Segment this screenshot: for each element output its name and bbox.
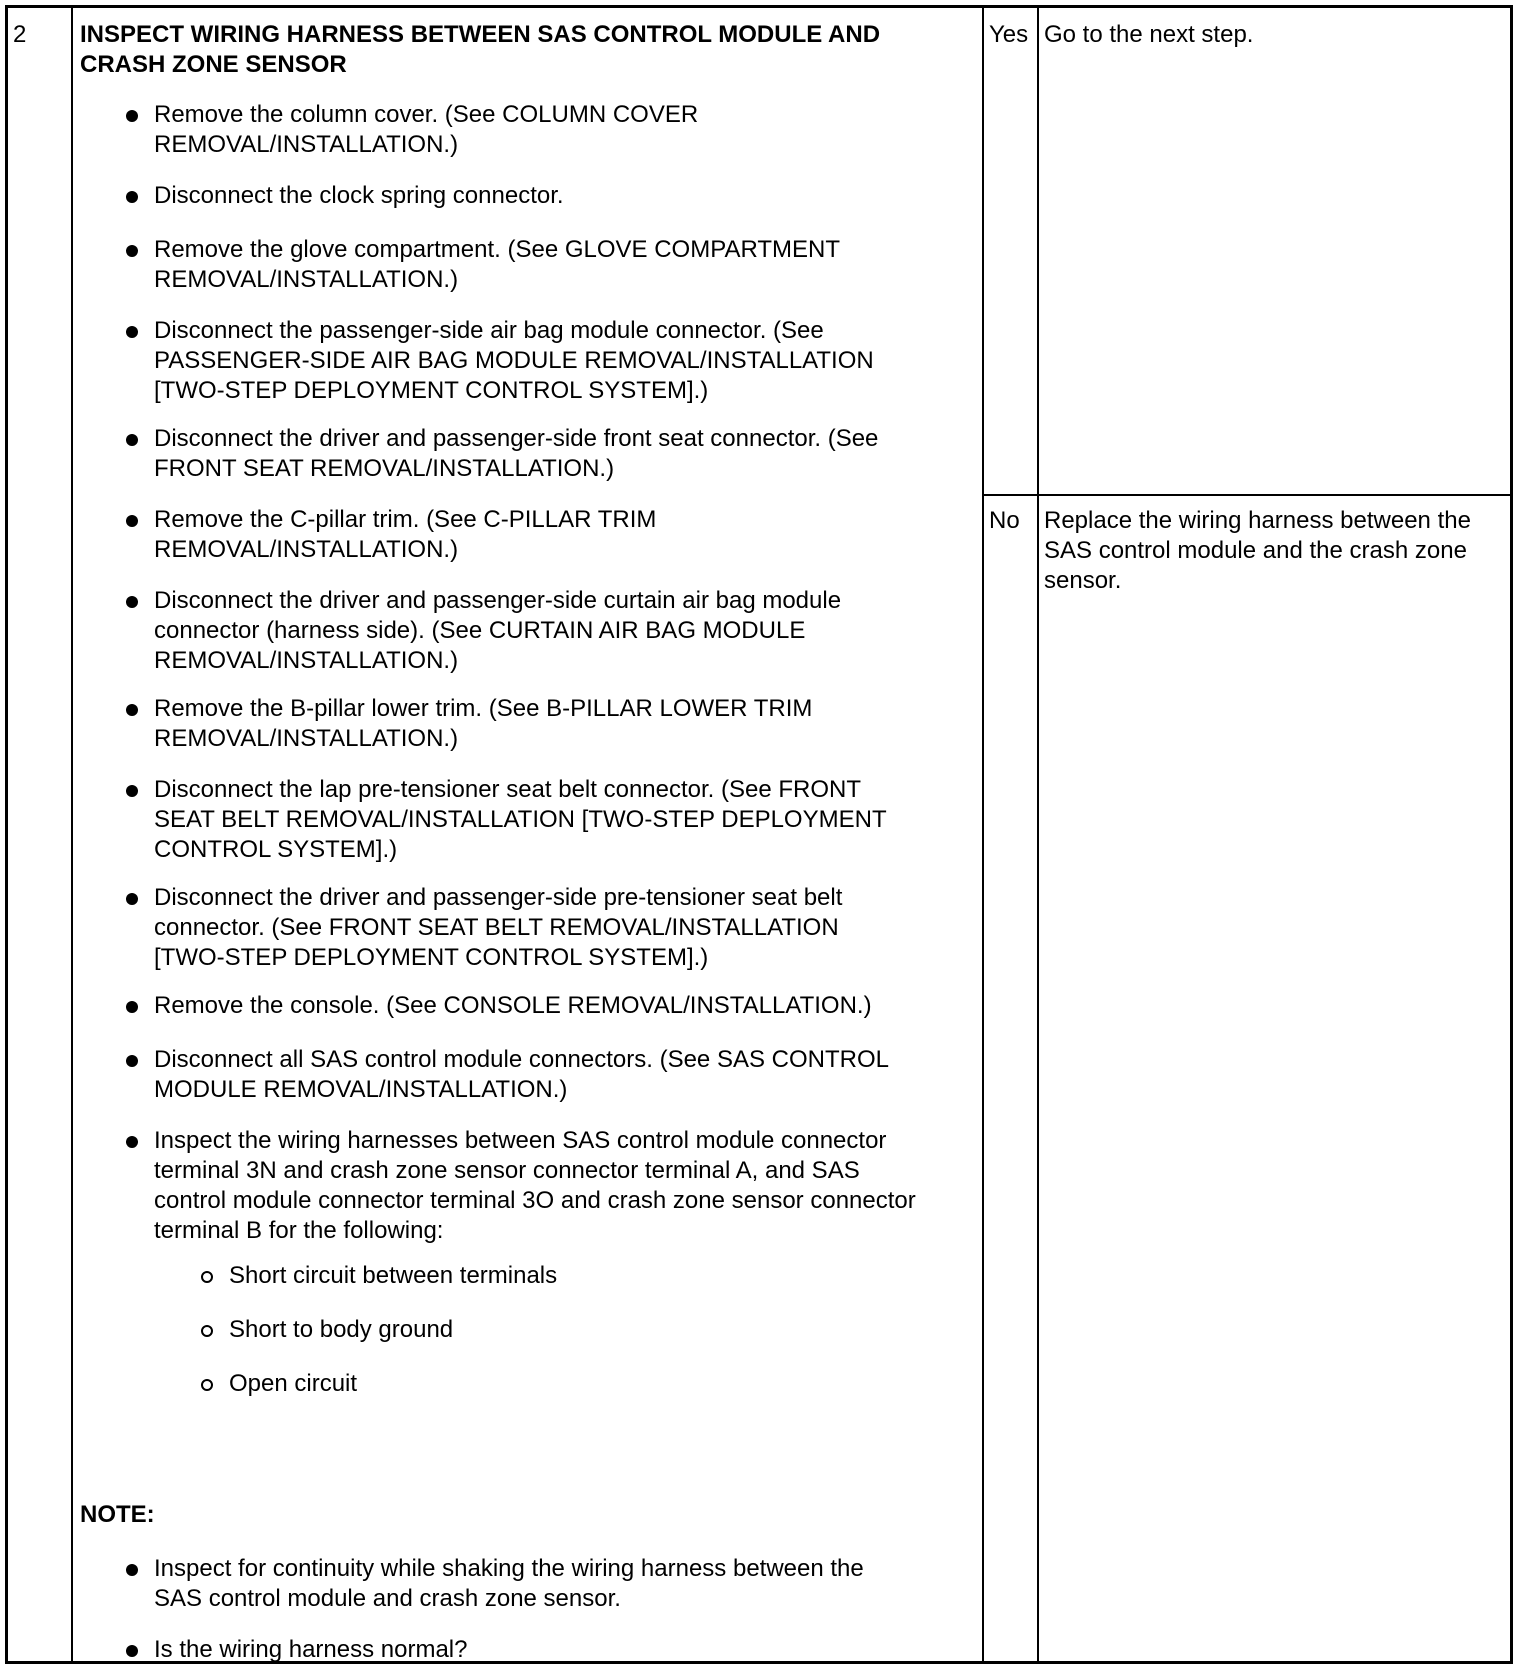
- list-item-text: [154, 1635, 467, 1665]
- list-item-text: [154, 1045, 889, 1105]
- list-item-line: Disconnect the driver and passenger-side front seat connector. (See: [154, 425, 879, 452]
- list-item-line: REMOVAL/INSTALLATION.): [154, 647, 459, 674]
- no-action: [1044, 506, 1471, 596]
- step-title: [80, 20, 880, 80]
- inspection-item-text: Short circuit between terminals: [229, 1262, 558, 1289]
- bullet-icon: [126, 110, 138, 122]
- list-item-text: [154, 775, 887, 865]
- list-item-line: SEAT BELT REMOVAL/INSTALLATION [TWO-STEP DEPLOYMENT: [154, 806, 887, 833]
- list-item-line: Remove the glove compartment. (See GLOVE COMPARTMENT: [154, 236, 841, 263]
- step-title-line: CRASH ZONE SENSOR: [80, 51, 347, 78]
- list-item-line: PASSENGER-SIDE AIR BAG MODULE REMOVAL/INSTALLATION: [154, 347, 874, 374]
- list-item-text: [154, 883, 842, 973]
- list-item-line: Inspect the wiring harnesses between SAS control module connector: [154, 1127, 887, 1154]
- list-item-text: [154, 991, 872, 1021]
- list-item-line: [TWO-STEP DEPLOYMENT CONTROL SYSTEM].): [154, 377, 709, 404]
- inspection-item-text: Short to body ground: [229, 1316, 454, 1343]
- bullet-icon: [126, 1136, 138, 1148]
- list-item-line: Disconnect the lap pre-tensioner seat belt connector. (See FRONT: [154, 776, 862, 803]
- bullet-icon: [126, 515, 138, 527]
- list-item-line: Disconnect all SAS control module connectors. (See SAS CONTROL: [154, 1046, 889, 1073]
- list-item-line: Remove the C-pillar trim. (See C-PILLAR TRIM: [154, 506, 657, 533]
- bullet-icon: [126, 1645, 138, 1657]
- column-divider-condition: [982, 8, 984, 1661]
- list-item-line: CONTROL SYSTEM].): [154, 836, 398, 863]
- list-item-line: Remove the column cover. (See COLUMN COVER: [154, 101, 699, 128]
- bullet-icon: [126, 191, 138, 203]
- list-item-line: Disconnect the passenger-side air bag module connector. (See: [154, 317, 824, 344]
- list-item-line: REMOVAL/INSTALLATION.): [154, 536, 459, 563]
- bullet-icon: [126, 434, 138, 446]
- column-divider-result: [1037, 8, 1039, 1661]
- column-divider-step: [71, 8, 73, 1661]
- list-item-line: FRONT SEAT REMOVAL/INSTALLATION.): [154, 455, 615, 482]
- list-item-text: [154, 316, 874, 406]
- inspection-item-text: Open circuit: [229, 1370, 358, 1397]
- no-action-line: Replace the wiring harness between the: [1044, 507, 1471, 534]
- bullet-icon: [126, 245, 138, 257]
- hollow-bullet-icon: [201, 1271, 213, 1283]
- list-item-text: [154, 586, 841, 676]
- list-item-line: connector (harness side). (See CURTAIN AIR BAG MODULE: [154, 617, 806, 644]
- list-item-text: [154, 1554, 864, 1614]
- list-item-line: control module connector terminal 3O and crash zone sensor connector: [154, 1187, 916, 1214]
- no-action-line: sensor.: [1044, 567, 1122, 594]
- list-item-text: [154, 424, 878, 484]
- list-item-line: REMOVAL/INSTALLATION.): [154, 266, 459, 293]
- step-number: 2: [13, 21, 27, 48]
- yes-label: Yes: [989, 21, 1029, 48]
- list-item-line: MODULE REMOVAL/INSTALLATION.): [154, 1076, 568, 1103]
- list-item-line: Is the wiring harness normal?: [154, 1636, 468, 1663]
- list-item-text: [154, 235, 840, 295]
- list-item-line: Disconnect the driver and passenger-side curtain air bag module: [154, 587, 842, 614]
- bullet-icon: [126, 704, 138, 716]
- list-item-line: Remove the console. (See CONSOLE REMOVAL/INSTALLATION.): [154, 992, 872, 1019]
- list-item-line: REMOVAL/INSTALLATION.): [154, 131, 459, 158]
- list-item-line: Disconnect the driver and passenger-side pre-tensioner seat belt: [154, 884, 843, 911]
- no-label: No: [989, 507, 1020, 534]
- bullet-icon: [126, 785, 138, 797]
- list-item-text: [154, 181, 564, 211]
- bullet-icon: [126, 893, 138, 905]
- bullet-icon: [126, 326, 138, 338]
- hollow-bullet-icon: [201, 1325, 213, 1337]
- step-title-line: INSPECT WIRING HARNESS BETWEEN SAS CONTROL MODULE AND: [80, 21, 881, 48]
- list-item-line: [TWO-STEP DEPLOYMENT CONTROL SYSTEM].): [154, 944, 709, 971]
- bullet-icon: [126, 1055, 138, 1067]
- list-item-text: [154, 100, 698, 160]
- diagnostic-step-table: [5, 5, 1513, 1664]
- list-item-line: connector. (See FRONT SEAT BELT REMOVAL/INSTALLATION: [154, 914, 839, 941]
- hollow-bullet-icon: [201, 1379, 213, 1391]
- yes-no-divider: [982, 494, 1510, 496]
- list-item-line: Inspect for continuity while shaking the wiring harness between the: [154, 1555, 864, 1582]
- list-item-line: Remove the B-pillar lower trim. (See B-PILLAR LOWER TRIM: [154, 695, 813, 722]
- list-item-line: terminal B for the following:: [154, 1217, 444, 1244]
- list-item-line: Disconnect the clock spring connector.: [154, 182, 564, 209]
- note-label: NOTE:: [80, 1501, 155, 1528]
- list-item-line: REMOVAL/INSTALLATION.): [154, 725, 459, 752]
- list-item-text: [154, 505, 656, 565]
- list-item-line: SAS control module and crash zone sensor.: [154, 1585, 621, 1612]
- bullet-icon: [126, 1564, 138, 1576]
- bullet-icon: [126, 1001, 138, 1013]
- yes-action: Go to the next step.: [1044, 21, 1254, 48]
- list-item-text: [154, 694, 812, 754]
- list-item-line: terminal 3N and crash zone sensor connector terminal A, and SAS: [154, 1157, 860, 1184]
- bullet-icon: [126, 596, 138, 608]
- no-action-line: SAS control module and the crash zone: [1044, 537, 1467, 564]
- list-item-text: [154, 1126, 916, 1246]
